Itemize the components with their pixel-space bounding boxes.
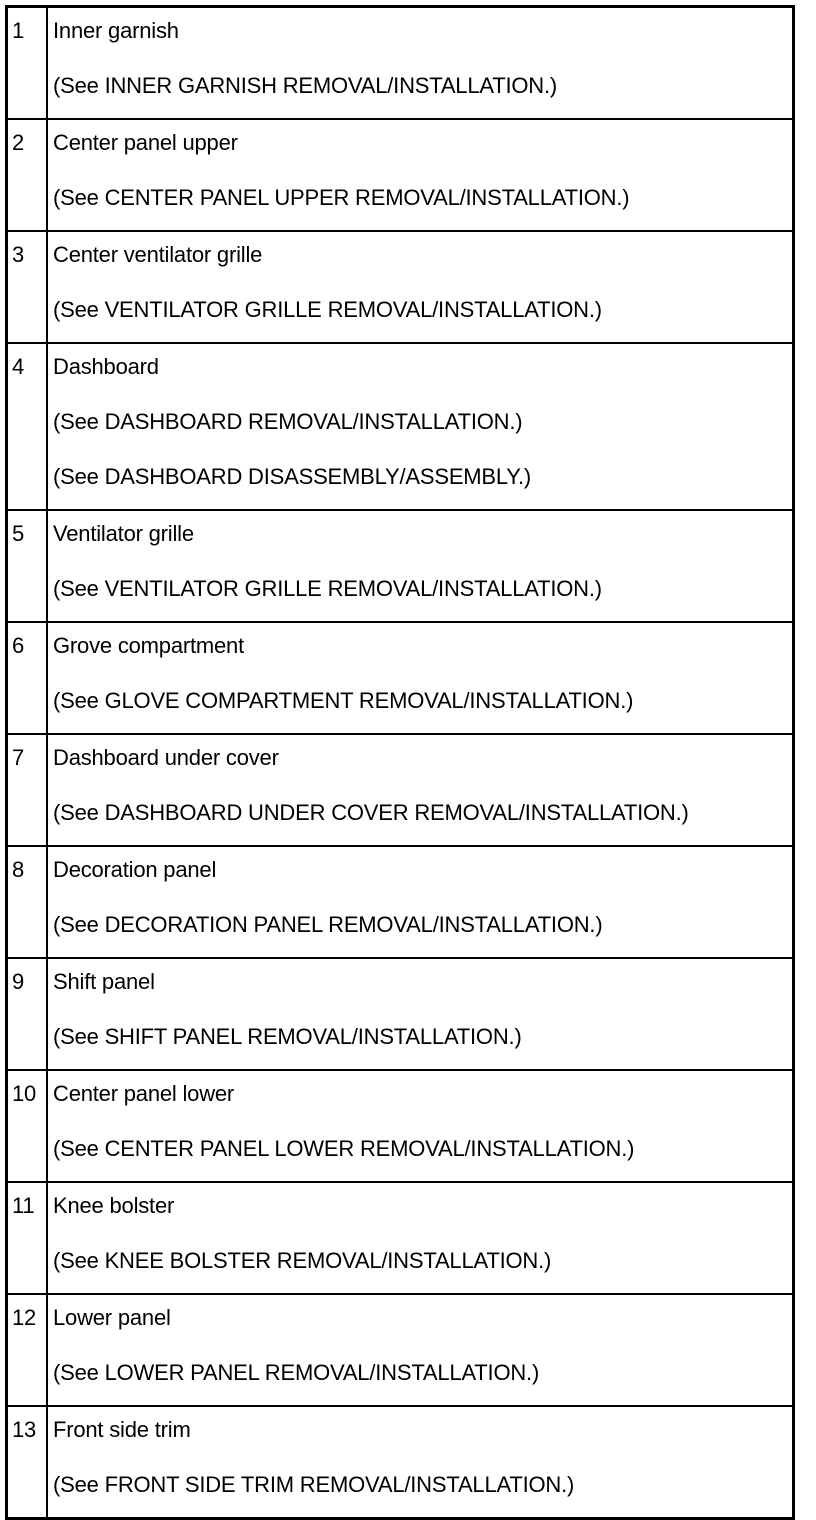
table-row <box>7 622 794 734</box>
procedure-reference-link[interactable]: (See KNEE BOLSTER REMOVAL/INSTALLATION.) <box>53 1248 552 1273</box>
procedure-reference-link[interactable]: (See CENTER PANEL UPPER REMOVAL/INSTALLATION.) <box>53 185 630 210</box>
part-description-cell <box>47 119 794 231</box>
part-description-cell <box>47 510 794 622</box>
part-number: 2 <box>12 130 25 155</box>
part-number-cell <box>7 958 48 1070</box>
procedure-reference-link[interactable]: (See SHIFT PANEL REMOVAL/INSTALLATION.) <box>53 1024 522 1049</box>
part-number: 6 <box>12 633 25 658</box>
table-row <box>7 7 794 120</box>
part-number-cell <box>7 622 48 734</box>
procedure-reference-link[interactable]: (See FRONT SIDE TRIM REMOVAL/INSTALLATION.) <box>53 1472 575 1497</box>
part-description-cell <box>47 1294 794 1406</box>
procedure-reference-link[interactable]: (See DASHBOARD REMOVAL/INSTALLATION.) <box>53 409 523 434</box>
procedure-reference-link[interactable]: (See GLOVE COMPARTMENT REMOVAL/INSTALLATION.) <box>53 688 634 713</box>
table-row <box>7 1294 794 1406</box>
part-number-cell <box>7 343 48 510</box>
table-row <box>7 1182 794 1294</box>
part-number-cell <box>7 846 48 958</box>
part-description-cell <box>47 734 794 846</box>
part-number-cell <box>7 734 48 846</box>
part-name: Ventilator grille <box>53 521 194 546</box>
part-description-cell <box>47 1182 794 1294</box>
part-number: 1 <box>12 18 25 43</box>
part-name: Front side trim <box>53 1417 191 1442</box>
part-number: 10 <box>12 1081 37 1106</box>
part-number-cell <box>7 1406 48 1519</box>
part-description-cell <box>47 231 794 343</box>
part-number: 11 <box>12 1193 35 1218</box>
part-number: 8 <box>12 857 25 882</box>
part-number-cell <box>7 7 48 120</box>
table-row <box>7 1406 794 1519</box>
part-number-cell <box>7 1070 48 1182</box>
table-row <box>7 958 794 1070</box>
table-row <box>7 734 794 846</box>
part-description-cell <box>47 1406 794 1519</box>
procedure-reference-link[interactable]: (See CENTER PANEL LOWER REMOVAL/INSTALLATION.) <box>53 1136 635 1161</box>
part-name: Decoration panel <box>53 857 217 882</box>
parts-table <box>5 5 795 1520</box>
part-description-cell <box>47 1070 794 1182</box>
procedure-reference-link[interactable]: (See DASHBOARD UNDER COVER REMOVAL/INSTALLATION.) <box>53 800 689 825</box>
part-name: Center panel upper <box>53 130 238 155</box>
part-number: 12 <box>12 1305 37 1330</box>
procedure-reference-link[interactable]: (See DECORATION PANEL REMOVAL/INSTALLATION.) <box>53 912 603 937</box>
part-name: Knee bolster <box>53 1193 175 1218</box>
table-row <box>7 343 794 510</box>
part-number-cell <box>7 1182 48 1294</box>
table-row <box>7 119 794 231</box>
part-description-cell <box>47 343 794 510</box>
procedure-reference-link[interactable]: (See VENTILATOR GRILLE REMOVAL/INSTALLATION.) <box>53 297 602 322</box>
procedure-reference-link[interactable]: (See LOWER PANEL REMOVAL/INSTALLATION.) <box>53 1360 540 1385</box>
part-name: Grove compartment <box>53 633 245 658</box>
part-number: 9 <box>12 969 25 994</box>
procedure-reference-link[interactable]: (See VENTILATOR GRILLE REMOVAL/INSTALLATION.) <box>53 576 602 601</box>
part-description-cell <box>47 846 794 958</box>
part-name: Center ventilator grille <box>53 242 263 267</box>
procedure-reference-link[interactable]: (See DASHBOARD DISASSEMBLY/ASSEMBLY.) <box>53 464 531 489</box>
part-number: 13 <box>12 1417 37 1442</box>
table-row <box>7 846 794 958</box>
table-row <box>7 231 794 343</box>
part-name: Center panel lower <box>53 1081 235 1106</box>
part-name: Dashboard under cover <box>53 745 279 770</box>
part-number-cell <box>7 1294 48 1406</box>
part-name: Dashboard <box>53 354 159 379</box>
part-number: 5 <box>12 521 25 546</box>
table-row <box>7 510 794 622</box>
part-number-cell <box>7 510 48 622</box>
part-name: Lower panel <box>53 1305 171 1330</box>
part-name: Inner garnish <box>53 18 179 43</box>
part-number: 3 <box>12 242 25 267</box>
part-description-cell <box>47 622 794 734</box>
procedure-reference-link[interactable]: (See INNER GARNISH REMOVAL/INSTALLATION.) <box>53 73 558 98</box>
part-number: 7 <box>12 745 25 770</box>
part-description-cell <box>47 7 794 120</box>
parts-table-body <box>7 7 794 1519</box>
part-description-cell <box>47 958 794 1070</box>
part-number: 4 <box>12 354 25 379</box>
table-row <box>7 1070 794 1182</box>
part-number-cell <box>7 231 48 343</box>
part-name: Shift panel <box>53 969 155 994</box>
part-number-cell <box>7 119 48 231</box>
